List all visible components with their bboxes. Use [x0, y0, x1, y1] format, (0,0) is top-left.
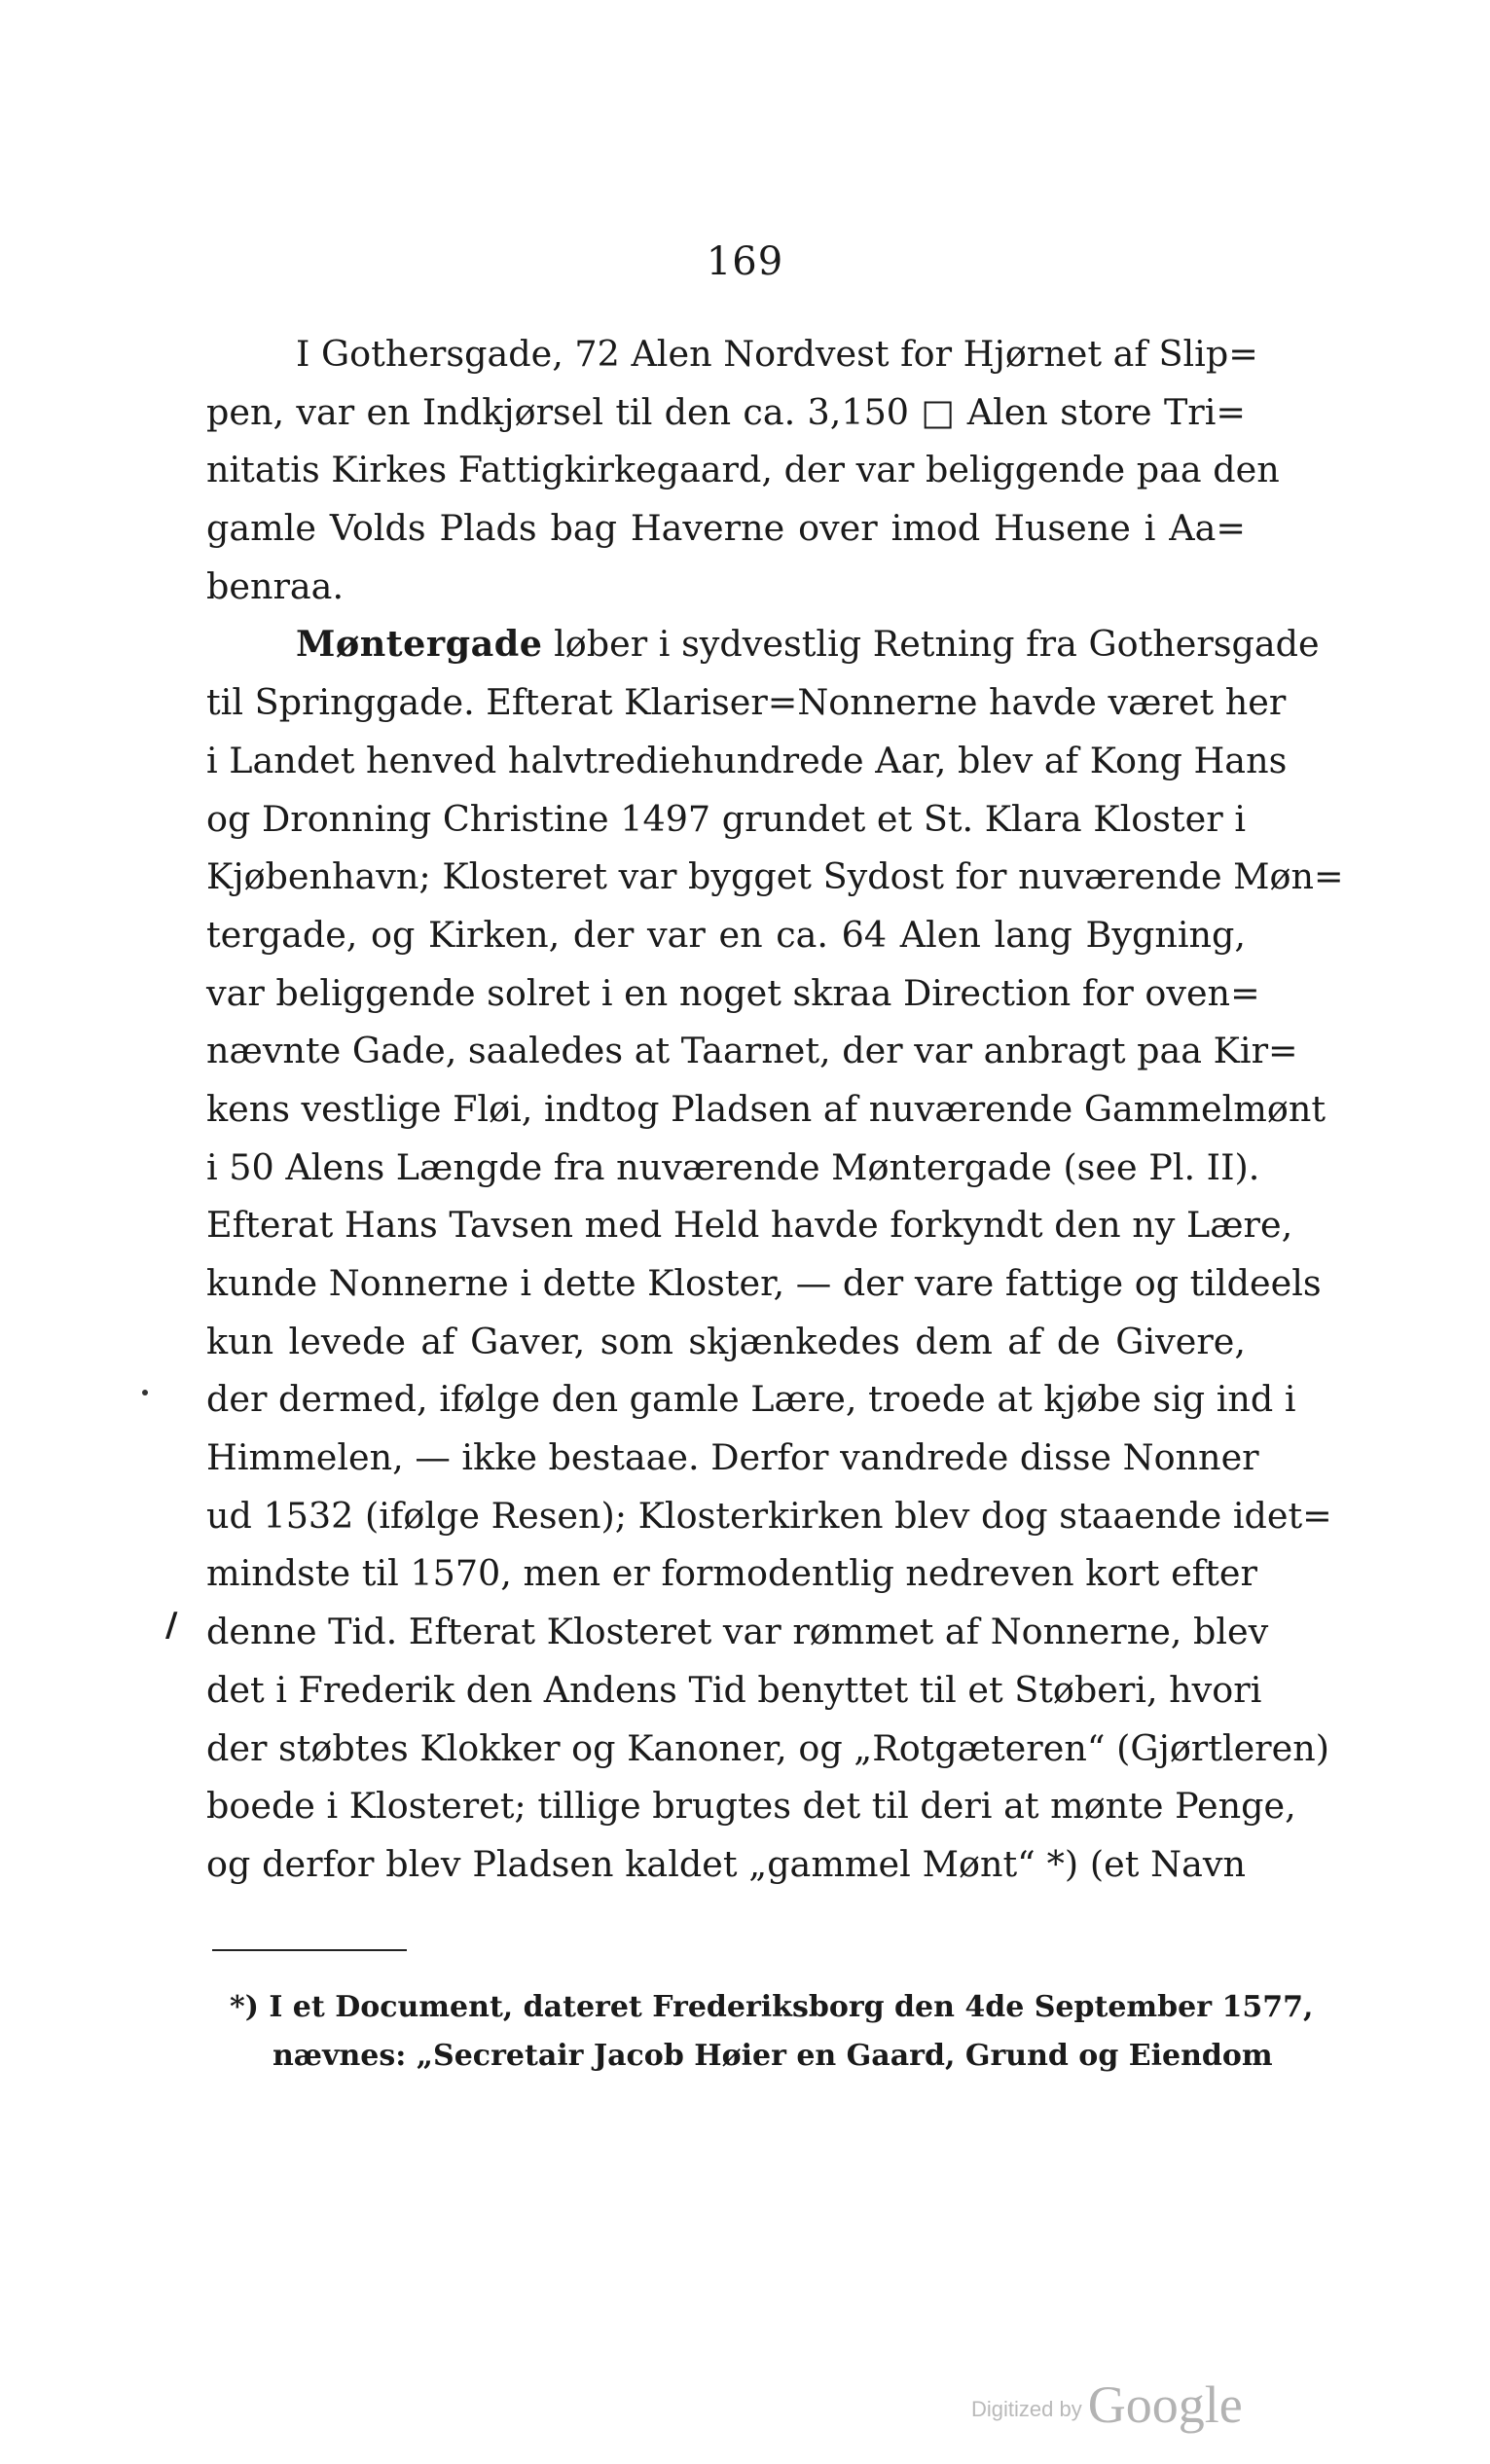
text-line [206, 615, 1320, 673]
text-line: gamle Volds Plads bag Haverne over imod Husene i Aa= [206, 507, 1246, 550]
text-line: var beliggende solret i en noget skraa Direction for oven= [206, 971, 1260, 1014]
text-line: og Dronning Christine 1497 grundet et St. Klara Kloster i [206, 797, 1246, 840]
text-line: Kjøbenhavn; Klosteret var bygget Sydost for nuværende Møn= [206, 855, 1344, 898]
text-line: ud 1532 (ifølge Resen); Klosterkirken blev dog staaende idet= [206, 1494, 1332, 1537]
text-line: kens vestlige Fløi, indtog Pladsen af nuværende Gammelmønt [206, 1087, 1326, 1130]
text-line-rest: løber i sydvestlig Retning fra Gothersgade [554, 623, 1320, 666]
margin-slash-mark: / [165, 1606, 178, 1645]
text-line: nævnte Gade, saaledes at Taarnet, der var anbragt paa Kir= [206, 1030, 1298, 1072]
footnote-line: nævnes: „Secretair Jacob Høier en Gaard, Grund og Eiendom [273, 2039, 1273, 2073]
text-line: Efterat Hans Tavsen med Held havde forkyndt den ny Lære, [206, 1204, 1293, 1247]
text-line: I Gothersgade, 72 Alen Nordvest for Hjørnet af Slip= [296, 333, 1258, 375]
digitized-watermark [971, 2374, 1243, 2435]
text-line: kunde Nonnerne i dette Kloster, — der vare fattige og tildeels [206, 1262, 1322, 1304]
text-line: til Springgade. Efterat Klariser=Nonnerne havde været her [206, 681, 1287, 724]
body-text [206, 325, 1344, 1894]
text-line: i 50 Alens Længde fra nuværende Møntergade (see Pl. II). [206, 1145, 1260, 1188]
street-heading: Møntergade [296, 623, 543, 666]
text-line: der dermed, ifølge den gamle Lære, troede at kjøbe sig ind i [206, 1378, 1296, 1421]
text-line: nitatis Kirkes Fattigkirkegaard, der var beliggende paa den [206, 449, 1280, 491]
text-line: i Landet henved halvtrediehundrede Aar, blev af Kong Hans [206, 739, 1288, 781]
text-line: denne Tid. Efterat Klosteret var rømmet af Nonnerne, blev [206, 1611, 1269, 1653]
text-line: Himmelen, — ikke bestaae. Derfor vandrede disse Nonner [206, 1436, 1259, 1479]
text-line: pen, var en Indkjørsel til den ca. 3,150 □ Alen store Tri= [206, 390, 1246, 433]
margin-dot [142, 1390, 148, 1395]
google-logo: Google [1087, 2375, 1243, 2434]
footnote-line: *) I et Document, dateret Frederiksborg den 4de September 1577, [230, 1990, 1314, 2024]
text-line: der støbtes Klokker og Kanoner, og „Rotgæteren“ (Gjørtleren) [206, 1726, 1329, 1769]
footnote-divider [212, 1949, 407, 1951]
footnotes [230, 1983, 1314, 2081]
watermark-prefix: Digitized by [971, 2397, 1082, 2421]
text-line: boede i Klosteret; tillige brugtes det til deri at mønte Penge, [206, 1785, 1296, 1828]
text-line: kun levede af Gaver, som skjænkedes dem af de Givere, [206, 1320, 1246, 1362]
page-number: 169 [706, 239, 784, 284]
text-line: og derfor blev Pladsen kaldet „gammel Mønt“ *) (et Navn [206, 1842, 1246, 1885]
text-line: benraa. [206, 564, 345, 607]
text-line: mindste til 1570, men er formodentlig nedreven kort efter [206, 1552, 1257, 1595]
text-line: det i Frederik den Andens Tid benyttet til et Støberi, hvori [206, 1668, 1262, 1711]
text-line: tergade, og Kirken, der var en ca. 64 Alen lang Bygning, [206, 913, 1246, 956]
